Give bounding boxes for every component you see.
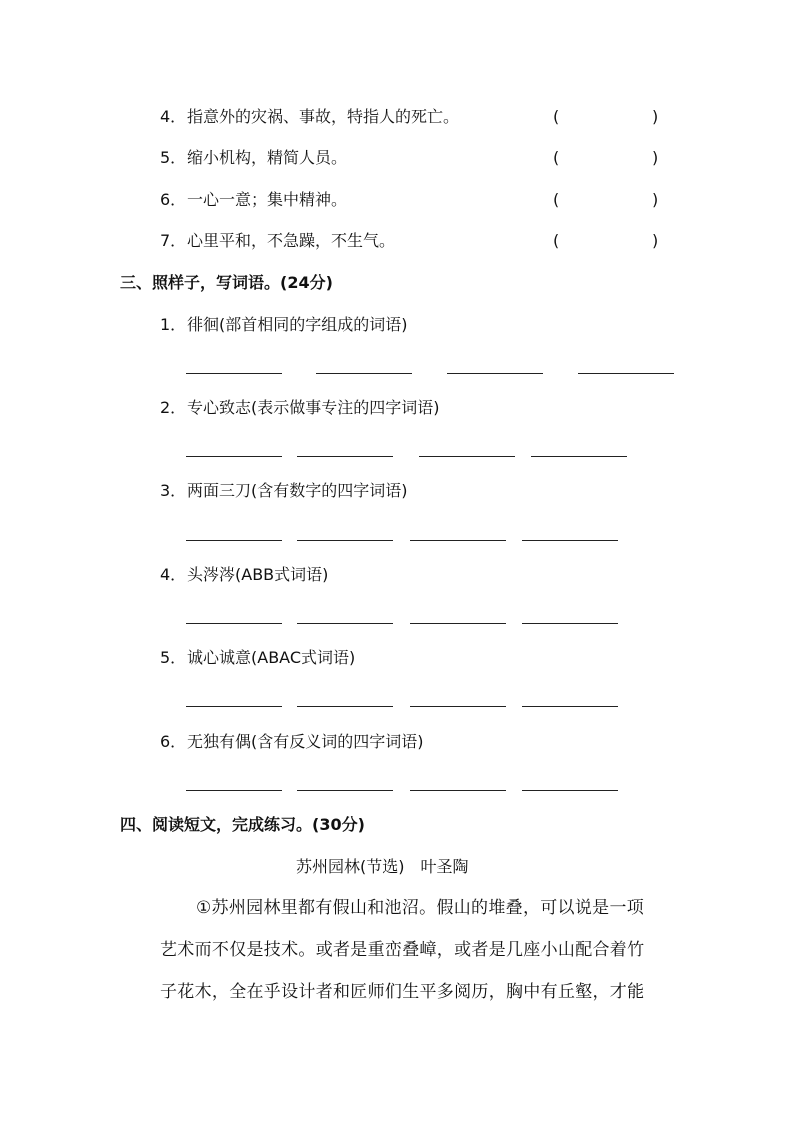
exercise-prompt: 无独有偶(含有反义词的四字词语) (187, 732, 424, 751)
answer-paren-close: ) (652, 231, 659, 250)
answer-paren-close: ) (652, 190, 659, 209)
answer-paren-close: ) (652, 107, 659, 126)
answer-paren-open: ( (553, 190, 560, 209)
answer-blank[interactable] (419, 456, 515, 457)
answer-blank[interactable] (410, 540, 506, 541)
exercise-prompt: 两面三刀(含有数字的四字词语) (187, 481, 408, 500)
paragraph-line: ①苏州园林里都有假山和池沼。假山的堆叠，可以说是一项 (196, 898, 645, 918)
answer-blank[interactable] (522, 790, 618, 791)
exercise-prompt: 诚心诚意(ABAC式词语) (187, 648, 356, 667)
definition-number: 6． (160, 190, 187, 209)
article-title: 苏州园林(节选) 叶圣陶 (296, 857, 469, 876)
answer-blank[interactable] (297, 706, 393, 707)
definition-text: 一心一意；集中精神。 (187, 190, 348, 209)
definition-text: 缩小机构，精简人员。 (187, 148, 348, 167)
answer-blank[interactable] (186, 790, 282, 791)
exercise-number: 3． (160, 481, 187, 500)
answer-blank[interactable] (186, 373, 282, 374)
exercise-prompt: 徘徊(部首相同的字组成的词语) (187, 315, 408, 334)
answer-blank[interactable] (186, 623, 282, 624)
answer-blank[interactable] (531, 456, 627, 457)
exercise-prompt: 头涔涔(ABB式词语) (187, 565, 329, 584)
answer-blank[interactable] (410, 706, 506, 707)
exercise-number: 1． (160, 315, 187, 334)
answer-blank[interactable] (186, 540, 282, 541)
exercise-number: 6． (160, 732, 187, 751)
answer-paren-open: ( (553, 231, 560, 250)
exercise-number: 4． (160, 565, 187, 584)
exercise-number: 5． (160, 648, 187, 667)
definition-number: 7． (160, 231, 187, 250)
answer-blank[interactable] (297, 540, 393, 541)
answer-blank[interactable] (447, 373, 543, 374)
section-4-title: 四、阅读短文，完成练习。(30分) (120, 815, 365, 834)
answer-blank[interactable] (578, 373, 674, 374)
answer-blank[interactable] (522, 623, 618, 624)
definition-number: 4． (160, 107, 187, 126)
definition-text: 心里平和，不急躁，不生气。 (187, 231, 396, 250)
answer-blank[interactable] (297, 456, 393, 457)
section-3-title: 三、照样子，写词语。(24分) (120, 273, 333, 292)
answer-blank[interactable] (186, 456, 282, 457)
answer-blank[interactable] (186, 706, 282, 707)
answer-paren-close: ) (652, 148, 659, 167)
answer-blank[interactable] (297, 623, 393, 624)
exercise-number: 2． (160, 398, 187, 417)
paragraph-line: 艺术而不仅是技术。或者是重峦叠嶂，或者是几座小山配合着竹 (160, 940, 645, 960)
definition-number: 5． (160, 148, 187, 167)
answer-blank[interactable] (316, 373, 412, 374)
answer-blank[interactable] (297, 790, 393, 791)
exercise-prompt: 专心致志(表示做事专注的四字词语) (187, 398, 440, 417)
paragraph-line: 子花木，全在乎设计者和匠师们生平多阅历，胸中有丘壑，才能 (160, 982, 645, 1002)
answer-blank[interactable] (522, 540, 618, 541)
answer-blank[interactable] (522, 706, 618, 707)
answer-paren-open: ( (553, 148, 560, 167)
answer-blank[interactable] (410, 623, 506, 624)
answer-blank[interactable] (410, 790, 506, 791)
answer-paren-open: ( (553, 107, 560, 126)
definition-text: 指意外的灾祸、事故，特指人的死亡。 (187, 107, 460, 126)
